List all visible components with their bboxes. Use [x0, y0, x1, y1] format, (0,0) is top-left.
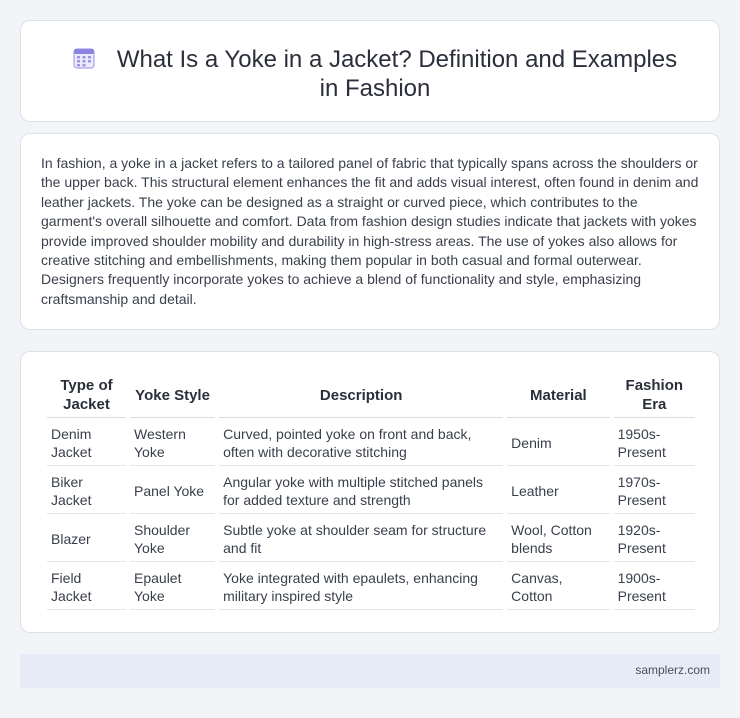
- cell-type: Biker Jacket: [47, 468, 126, 514]
- header-era: Fashion Era: [614, 374, 695, 418]
- table-row: [47, 468, 695, 514]
- cell-material: Leather: [507, 468, 609, 514]
- cell-type: Denim Jacket: [47, 420, 126, 466]
- intro-paragraph: In fashion, a yoke in a jacket refers to a tailored panel of fabric that typically spans across the shoulders or the upper back. This structural element enhances the fit and adds visual interest, often found in denim and leather jackets. The yoke can be designed as a straight or curved piece, which contributes to the garment's overall silhouette and comfort. Data from fashion design studies indicate that jackets with yokes provide improved shoulder mobility and durability in high-stress areas. The use of yokes also allows for creative stitching and embellishments, making them popular in both casual and formal outerwear. Designers frequently incorporate yokes to achieve a blend of functionality and style, emphasizing craftsmanship and detail.: [41, 155, 699, 307]
- intro-card: [20, 133, 720, 330]
- cell-type: Blazer: [47, 516, 126, 562]
- header-material: Material: [507, 374, 609, 418]
- cell-era: 1920s-Present: [614, 516, 695, 562]
- calendar-grid-icon: [73, 47, 95, 69]
- cell-era: 1950s-Present: [614, 420, 695, 466]
- yoke-table: [43, 372, 699, 612]
- table-row: [47, 420, 695, 466]
- cell-description: Yoke integrated with epaulets, enhancing military inspired style: [219, 564, 503, 610]
- cell-description: Angular yoke with multiple stitched panels for added texture and strength: [219, 468, 503, 514]
- cell-type: Field Jacket: [47, 564, 126, 610]
- footer-source-link[interactable]: samplerz.com: [635, 663, 710, 677]
- cell-description: Curved, pointed yoke on front and back, often with decorative stitching: [219, 420, 503, 466]
- cell-yoke-style: Western Yoke: [130, 420, 215, 466]
- cell-description: Subtle yoke at shoulder seam for structure and fit: [219, 516, 503, 562]
- header-type: Type of Jacket: [47, 374, 126, 418]
- table-header-row: [47, 374, 695, 418]
- cell-era: 1970s-Present: [614, 468, 695, 514]
- title-card: [20, 20, 720, 122]
- cell-yoke-style: Panel Yoke: [130, 468, 215, 514]
- cell-material: Wool, Cotton blends: [507, 516, 609, 562]
- page-title-text: What Is a Yoke in a Jacket? Definition and Examples in Fashion: [116, 46, 678, 102]
- table-row: [47, 564, 695, 610]
- header-yoke-style: Yoke Style: [130, 374, 215, 418]
- cell-yoke-style: Shoulder Yoke: [130, 516, 215, 562]
- footer-bar: [20, 654, 720, 688]
- cell-yoke-style: Epaulet Yoke: [130, 564, 215, 610]
- header-description: Description: [219, 374, 503, 418]
- page-title: [61, 45, 689, 103]
- table-card: [20, 351, 720, 633]
- cell-material: Canvas, Cotton: [507, 564, 609, 610]
- cell-era: 1900s-Present: [614, 564, 695, 610]
- table-row: [47, 516, 695, 562]
- cell-material: Denim: [507, 420, 609, 466]
